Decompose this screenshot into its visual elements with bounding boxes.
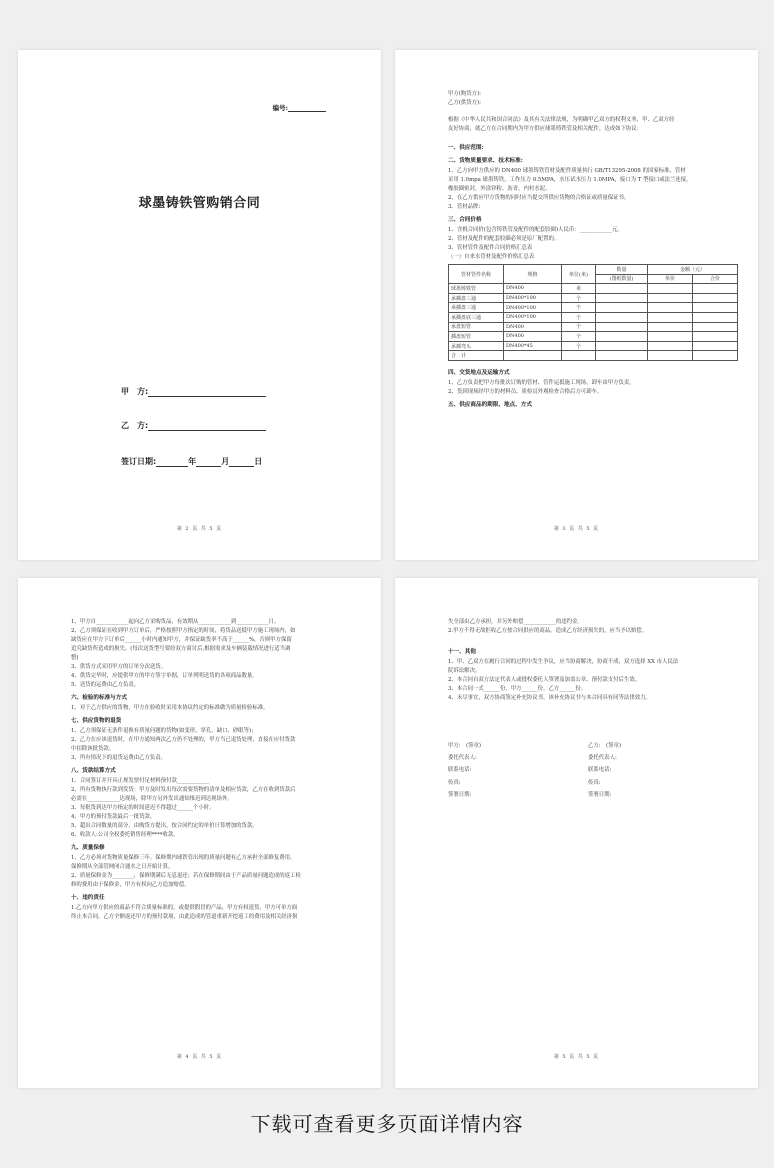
cell-name: 承插盘三通 xyxy=(449,293,504,303)
clause-line: 1.乙方向甲方供应的商品不符合质量标准的，或提供假冒的产品，甲方有权退货，甲方可单方面 xyxy=(71,905,298,911)
cell-spec: DN400 xyxy=(504,284,562,294)
text-line: 整) xyxy=(71,655,79,661)
th-qty-sub: (图纸数量) xyxy=(596,274,648,284)
table-row xyxy=(449,293,738,303)
party-a-sign-field: 传真: xyxy=(448,779,461,786)
text-line: 失全部由乙方承担，并另外赔偿____________的违约金。 xyxy=(448,619,583,625)
download-caption: 下载可查看更多页面详情内容 xyxy=(250,1112,524,1136)
party-b-sign-field: 联系电话: xyxy=(588,767,612,774)
th-name: 管材管件名称 xyxy=(449,265,504,284)
text-line: 5、送货的运费由乙方负责。 xyxy=(71,682,140,688)
page-number: 第 4 页 共 5 页 xyxy=(176,1054,223,1060)
clause-line: 院诉讼解决。 xyxy=(448,668,481,674)
signature-row xyxy=(448,752,728,764)
section-heading: 三、合同价格 xyxy=(448,217,482,223)
cell-unit: 个 xyxy=(562,332,596,342)
cell-name: 承插盘三通 xyxy=(449,303,504,313)
clause-line: 3、管材品牌: xyxy=(448,204,481,210)
cell-spec: DN400*100 xyxy=(504,293,562,303)
section-heading: 九、质量保修 xyxy=(71,845,105,851)
th-unit: 单位(米) xyxy=(562,265,596,284)
cell-name: 承插盘底三通 xyxy=(449,312,504,322)
table-row xyxy=(449,312,738,322)
page-number: 第 3 页 共 5 页 xyxy=(553,526,600,532)
text-line: 2、乙方须保证在收到甲方订单后，严格按照甲方指定的时间，将货品送抵甲方施工现场内，如 xyxy=(71,628,296,634)
party-b-sign-field: 乙方: (签章) xyxy=(588,743,621,749)
cell-name: 插盘短管 xyxy=(449,332,504,342)
clause-line: 5、超出合同数量的部分，由购货方提出，按合同约定的单价计算增加的货款。 xyxy=(71,823,258,829)
party-a-line: 甲 方: xyxy=(121,386,266,397)
clause-line: 终止本合同，乙方全额返还甲方的预付款项，由此造成的管道重新开挖返工的费用及相关经济损 xyxy=(71,914,298,920)
clause-line: 2、货到现场经甲方的材料员、质检员外观检查合格后方可卸车。 xyxy=(448,388,603,395)
th-amount: 金额（元） xyxy=(648,265,738,275)
party-a-sign-field: 甲方: (签章) xyxy=(448,743,481,749)
signature-row xyxy=(448,740,728,752)
table-row xyxy=(449,332,738,342)
contract-title: 球墨铸铁管购销合同 xyxy=(138,196,261,211)
cell-unit: 个 xyxy=(562,312,596,322)
page-number: 第 5 页 共 5 页 xyxy=(553,1054,600,1060)
signature-row xyxy=(448,777,728,789)
table-row xyxy=(449,322,738,332)
table-row xyxy=(449,303,738,313)
party-b-line: 乙 方: xyxy=(121,420,266,431)
page-number: 第 2 页 共 5 页 xyxy=(176,526,223,532)
clause-line: 1、乙方负责把甲方每批次订购的管材、管件运抵施工现场，卸车由甲方负责。 xyxy=(448,379,635,386)
clause-line: 4、甲方的预付货款最后一批货款。 xyxy=(71,814,156,820)
contract-page-4 xyxy=(18,578,381,1088)
text-line: 根据《中华人民共和国合同法》及其有关法律法规，为明确甲乙双方的权利义务，甲、乙双方经 xyxy=(448,117,675,123)
text-line: 1、甲方自____________起向乙方采购货品，有效期从____________到____________日。 xyxy=(71,619,280,625)
section-heading: 五、供应商品的期限、地点、方式 xyxy=(448,401,532,408)
clause-line: 2、在乙方供应甲方货物的同时应当提交所供应货物的合格证或质量保证书。 xyxy=(448,195,630,201)
section-heading: 一、供应范围: xyxy=(448,145,484,151)
clause-line: 采用 1.0mpa 球墨铸铁，工作压力 0.5MPA，水压试水压力 1.0MPA，接口为 T 型接口或法兰连接， xyxy=(448,177,692,183)
text-line: 友好协商，就乙方在合同期内为甲方供应球墨铸铁管及相关配件，达成如下协议： xyxy=(448,126,643,132)
clause-line: 1、甲、乙双方在履行合同的过程中发生争议，应当协商解决，协商不成，双方选择 XX 市人民法 xyxy=(448,659,679,665)
text-line: 乙方(供货方): xyxy=(448,100,481,106)
text-line: 4、供货完毕时，应提供甲方的甲方签字单据，订单列明送货的各项商品数量。 xyxy=(71,673,258,679)
section-heading: 十、违约责任 xyxy=(71,895,105,901)
clause-line: 3、每批货到达甲方指定的时间延迟不得超过______个小时。 xyxy=(71,805,215,811)
clause-line: 修的费用由于保修金，甲方有权向乙方追加赔偿。 xyxy=(71,882,190,888)
clause-line: （一）自来水管材及配件价格汇总表 xyxy=(448,254,535,260)
cell-name: 承盘短管 xyxy=(449,322,504,332)
party-a-sign-field: 联系电话: xyxy=(448,767,472,774)
party-b-sign-field: 传真: xyxy=(588,779,601,786)
clause-line: 1、乙方须保证无条件退换有质量问题的货物(如变形、穿孔、缺口、砂眼等)； xyxy=(71,728,257,734)
section-heading: 六、检验的标准与方式 xyxy=(71,695,127,701)
clause-line: 2、所有货物执行款到发货：甲方及时发出每次需要货物的清单及相应货款，乙方在收到货款后 xyxy=(71,787,296,793)
page4-body xyxy=(71,618,351,922)
cell-unit: 个 xyxy=(562,293,596,303)
th-qty: 数量 xyxy=(596,265,648,275)
clause-line: 2、本合同自双方法定代表人或授权委托人签署及加盖公章、预付款支付后生效。 xyxy=(448,677,641,683)
clause-line: 1、乙方必须对货物质量保修三年。保修期内球铁管出现的质量问题有乙方承担全部修复费用。 xyxy=(71,855,296,861)
sign-date-line: 签订日期: 年 月 日 xyxy=(121,457,263,466)
signature-block xyxy=(448,740,728,801)
text-line: 甲方(购货方): xyxy=(448,91,481,97)
party-a-sign-field: 委托代表人: xyxy=(448,755,477,762)
party-a-sign-field: 签署日期: xyxy=(448,791,472,798)
signature-row xyxy=(448,789,728,801)
party-b-sign-field: 签署日期: xyxy=(588,791,612,798)
clause-line: 1、对于乙方供应的货物，甲方在验收时采用本协议约定的标准做为质量检验标准。 xyxy=(71,705,269,711)
th-unit-price: 单价 xyxy=(648,274,693,284)
clause-line: 橡胶圈密封，外涂锌粉、沥青，内衬水泥。 xyxy=(448,186,551,192)
clause-line: 1、含税合同价(包含铸铁管及配件的配套胶圈)人民币：____________元。 xyxy=(448,227,623,233)
cell-unit: 个 xyxy=(562,303,596,313)
th-spec: 规格 xyxy=(504,265,562,284)
clause-line: 1、乙方向甲方供应的 DN400 球墨铸铁管材及配件质量执行 GB/T13295-2008 的国家标准，管材 xyxy=(448,168,686,174)
sum-label: 合 计 xyxy=(449,351,504,361)
table-row xyxy=(449,284,738,294)
clause-line: 必需在____________达现场，除甲方另外发出通知推迟到达现场外。 xyxy=(71,796,233,802)
clause-line: 2、质量保修金为________，保修期满后无息退还；若在保修期间由于产品质量问题造成的返工检 xyxy=(71,873,301,879)
cell-unit: 米 xyxy=(562,284,596,294)
price-table xyxy=(448,264,738,361)
clause-line: 1、合同签订并开具正规发票付足材料预付款____________ xyxy=(71,778,210,784)
party-b-sign-field: 委托代表人: xyxy=(588,755,617,762)
section-heading: 七、供应货物的退货 xyxy=(71,718,122,724)
page5-body xyxy=(448,618,728,703)
cell-spec: DN400 xyxy=(504,332,562,342)
page3-body xyxy=(448,90,728,411)
text-line: 缺货应在甲方下订单后______小时内通知甲方，并保证缺货率不高于______%，否则甲方保留 xyxy=(71,637,292,643)
section-heading: 八、货款结算方式 xyxy=(71,768,116,774)
cell-unit: 个 xyxy=(562,341,596,351)
cell-name: 球墨铸铁管 xyxy=(449,284,504,294)
cell-spec: DN400*100 xyxy=(504,303,562,313)
clause-line: 3、本合同一式______份，甲方______份，乙方______份。 xyxy=(448,686,587,692)
clause-line: 2、乙方在应该退货时，在甲方通知两次乙方仍不处理的，甲方当已退货处理，直接在应付货款 xyxy=(71,737,296,743)
section-heading: 十一、其他 xyxy=(448,649,476,655)
text-line: 3、供货方式采用甲方的订单分次送货。 xyxy=(71,664,167,670)
clause-line: 6、收款人:公司全权委托销售经理****收款。 xyxy=(71,832,179,838)
section-heading: 四、交货地点及运输方式 xyxy=(448,369,510,376)
contract-page-cover xyxy=(18,50,381,560)
contract-page-3 xyxy=(395,50,758,560)
clause-line: 中扣除该批货款。 xyxy=(71,746,115,752)
clause-line: 4、未尽事宜，双方协商签定补充协议书，该补充协议书与本合同具有同等法律效力。 xyxy=(448,695,651,701)
table-row xyxy=(449,341,738,351)
contract-number: 编号: xyxy=(273,103,326,112)
clause-line: 保修期从全部管网闭合通水之日开始计算。 xyxy=(71,864,174,870)
text-line: 追究缺货所造成的损失。(每次送货型号要经双方商讨后,根据需求及车辆装载情况进行适当调 xyxy=(71,646,291,652)
cell-spec: DN400*100 xyxy=(504,312,562,322)
text-line: 2.甲方不得无故拒收乙方按合同供应的商品，造成乙方经济损失的，应当予以赔偿。 xyxy=(448,628,648,634)
section-heading: 二、货物质量要求、技术标准: xyxy=(448,158,523,164)
clause-line: 2、管材及配件的配套胶圈必须是原厂配置的。 xyxy=(448,236,560,242)
contract-page-5 xyxy=(395,578,758,1088)
clause-line: 3、所有情况下的退货运费由乙方负责。 xyxy=(71,755,167,761)
clause-line: 3、管材管件及配件合同价格汇总表 xyxy=(448,245,533,251)
cell-spec: DN400 xyxy=(504,322,562,332)
cell-spec: DN400*45 xyxy=(504,341,562,351)
cell-unit: 个 xyxy=(562,322,596,332)
cell-name: 承插弯头 xyxy=(449,341,504,351)
th-total: 合价 xyxy=(693,274,738,284)
signature-row xyxy=(448,764,728,776)
